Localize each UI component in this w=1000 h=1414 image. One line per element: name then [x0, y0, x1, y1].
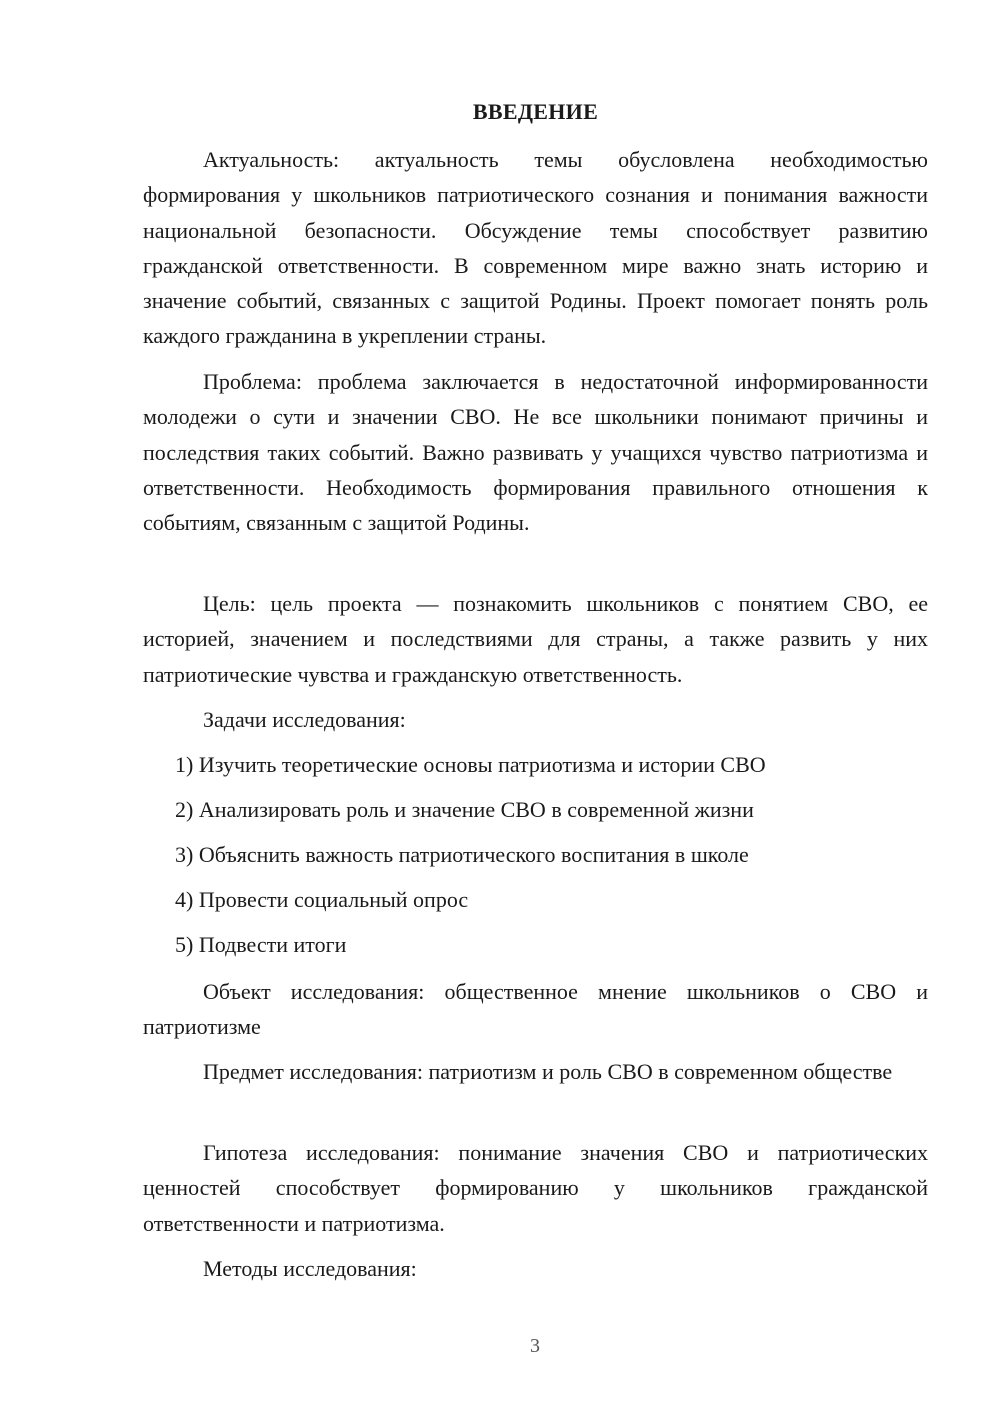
page-number: 3 [530, 1335, 540, 1357]
methods-label: Методы исследования: [203, 1256, 417, 1281]
task-item-2: 2) Анализировать роль и значение СВО в современной жизни [175, 797, 754, 822]
task-item-4: 4) Провести социальный опрос [175, 887, 469, 912]
task-item-5: 5) Подвести итоги [175, 932, 347, 957]
paragraph-hypothesis: Гипотеза исследования: понимание значения СВО и патриотических ценностей способствует формированию у школьников гражданской ответственности и патриотизма. [143, 1140, 928, 1236]
paragraph-goal: Цель: цель проекта — познакомить школьников с понятием СВО, ее историей, значением и последствиями для страны, а также развить у них патриотические чувства и гражданскую ответственность. [143, 591, 928, 687]
paragraph-object: Объект исследования: общественное мнение школьников о СВО и патриотизме [143, 979, 928, 1040]
tasks-label: Задачи исследования: [203, 707, 406, 732]
task-item-1: 1) Изучить теоретические основы патриотизма и истории СВО [175, 752, 766, 777]
paragraph-problem: Проблема: проблема заключается в недостаточной информированности молодежи о сути и значении СВО. Не все школьники понимают причины и последствия таких событий. Важно развивать у учащихся чувство патриотизма и ответственности. Необходимость формирования правильного отношения к событиям, связанным с защитой Родины. [143, 369, 928, 536]
paragraph-relevance: Актуальность: актуальность темы обусловлена необходимостью формирования у школьников патриотического сознания и понимания важности национальной безопасности. Обсуждение темы способствует развитию гражданской ответственности. В современном мире важно знать историю и значение событий, связанных с защитой Родины. Проект помогает понять роль каждого гражданина в укреплении страны. [143, 147, 928, 349]
paragraph-subject: Предмет исследования: патриотизм и роль СВО в современном обществе [203, 1059, 893, 1084]
task-item-3: 3) Объяснить важность патриотического воспитания в школе [175, 842, 749, 867]
section-heading: ВВЕДЕНИЕ [472, 99, 599, 124]
